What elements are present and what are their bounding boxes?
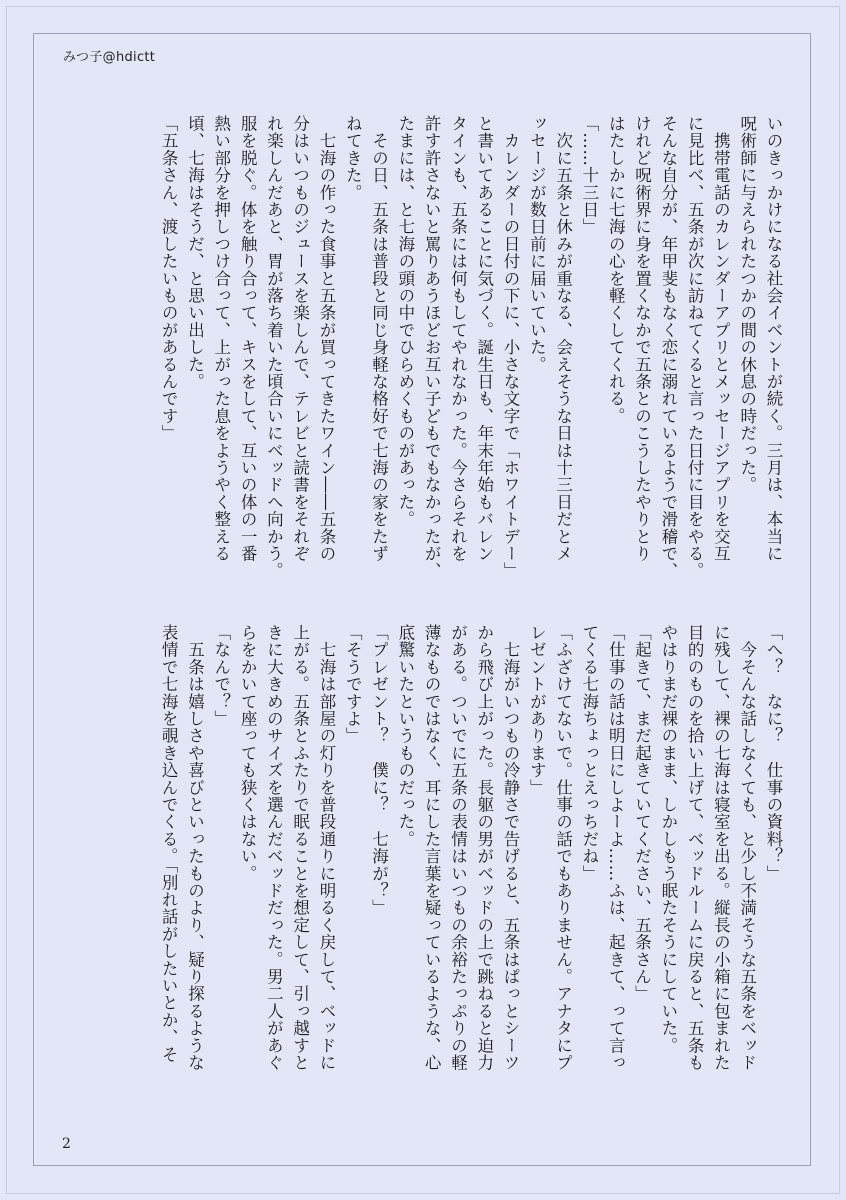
upper-text-block: いのきっかけになる社会イベントが続く。三月は、本当に 呪術師に与えられたつかの間の休息の時だった。 携帯電話のカレンダーアプリとメッセージアプリを交互 に見比べ、五条が次に訪ねてくると言った日付に目をやる。 そんな自分が、年甲斐もなく恋に溺れているようで滑稽で、 けれど呪術界に身を置くなかで五条とのこうしたやりとり はたしかに七海の心を軽くしてくれる。 「……十三日」 次に五条と休みが重なる、会えそうな日は十三日だとメ ッセージが数日前に届いていた。 カレンダーの日付の下に、小さな文字で「ホワイトデー」 と書いてあることに気づく。誕生日も、年末年始もバレン タインも、五条には何もしてやれなかった。今さらそれを 許す許さないと罵りあうほどお互い子どもでもなかったが、 たまには、と七海の頭の中でひらめくものがあった。 その日、五条は普段と同じ身軽な格好で七海の家をたず ねてきた。 七海の作った食事と五条が買ってきたワイン――五条の 分はいつものジュースを楽しんで、テレビと読書をそれぞ れ楽しんだあと、胃が落ち着いた頃合いにベッドへ向かう。 服を脱ぐ。体を触り合って、キスをして、互いの体の一番 熱い部分を押しつけ合って、上がった息をようやく整える 頃、七海はそうだ、と思い出した。 「五条さん、渡したいものがあるんです」 — [159, 115, 783, 580]
page-number: 2 — [62, 1136, 71, 1152]
author-credit: みつ子@hdictt — [63, 50, 156, 65]
lower-text-block: 「へ？ なに？ 仕事の資料？」 今そんな話しなくても、と少し不満そうな五条をベッド に残して、裸の七海は寝室を出る。縦長の小箱に包まれた 目的のものを拾い上げて、ベッドルームに戻ると、五条も やはりまだ裸のまま、しかしもう眠たそうにしていた。 「起きて、まだ起きていてください、五条さん」 「仕事の話は明日にしよーよ……ふは、起きて、って言っ てくる七海ちょっとえっちだね」 「ふざけてないで。仕事の話でもありません。アナタにプ レゼントがあります」 七海がいつもの冷静さで告げると、五条はぱっとシーツ から飛び上がった。長躯の男がベッドの上で跳ねると迫力 がある。ついでに五条の表情はいつもの余裕たっぷりの軽 薄なものではなく、耳にした言葉を疑っているような、心 底驚いたというものだった。 「プレゼント？ 僕に？ 七海が？」 「そうですよ」 七海は部屋の灯りを普段通りに明るく戻して、ベッドに 上がる。五条とふたりで眠ることを想定して、引っ越すと きに大きめのサイズを選んだベッドだった。男二人があぐ らをかいて座っても狭くはない。 「なんで？」 五条は嬉しさや喜びといったものより、疑り探るような 表情で七海を覗き込んでくる。「別れ話がしたいとか、そ — [159, 624, 783, 1072]
